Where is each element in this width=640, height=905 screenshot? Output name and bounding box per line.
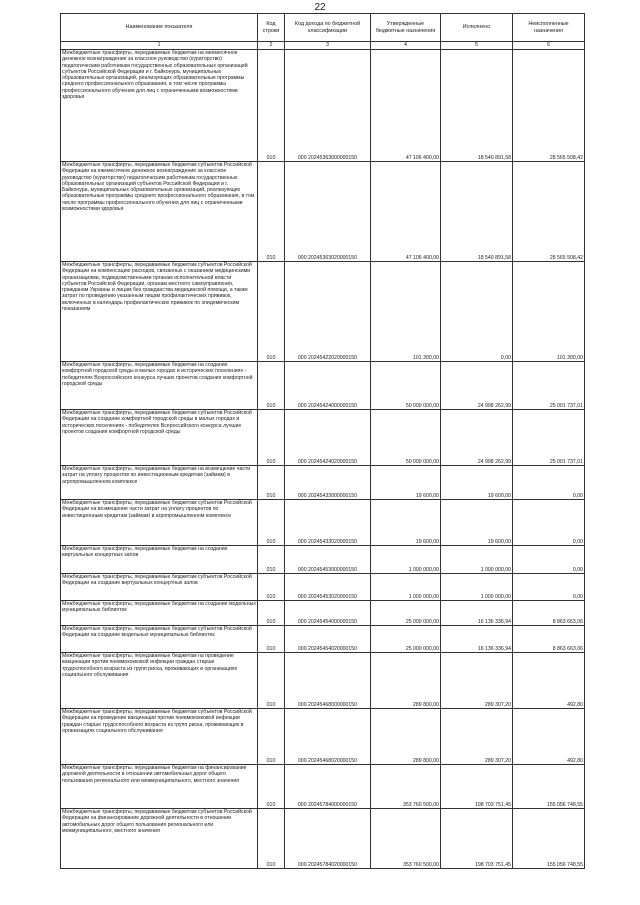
table-row: [61, 162, 585, 262]
row-bc: 000 20245454000000150: [285, 601, 371, 626]
table-row: [61, 362, 585, 410]
row-approved: 101 300,00: [371, 262, 441, 362]
row-remaining: 0,00: [513, 574, 585, 601]
row-approved: 50 000 000,00: [371, 410, 441, 466]
header-approved: Утвержденные бюджетные назначения: [371, 14, 441, 42]
header-remaining: Неисполненные назначения: [513, 14, 585, 42]
row-approved: 50 000 000,00: [371, 362, 441, 410]
table-row: [61, 574, 585, 601]
row-code: 010: [258, 500, 285, 546]
row-code: 010: [258, 262, 285, 362]
table-row: [61, 809, 585, 869]
column-number: 5: [441, 42, 513, 50]
row-executed: 1 000 000,00: [441, 574, 513, 601]
row-bc: 000 20245784020000150: [285, 809, 371, 869]
row-code: 010: [258, 601, 285, 626]
row-executed: 1 000 000,00: [441, 546, 513, 574]
row-remaining: 0,00: [513, 546, 585, 574]
row-approved: 353 760 500,00: [371, 765, 441, 809]
row-code: 010: [258, 653, 285, 709]
table-row: [61, 546, 585, 574]
header-name: Наименование показателя: [61, 14, 258, 42]
table-row: [61, 653, 585, 709]
row-code: 010: [258, 162, 285, 262]
table-row: [61, 466, 585, 500]
row-approved: 25 000 000,00: [371, 601, 441, 626]
row-code: 010: [258, 362, 285, 410]
row-name: Межбюджетные трансферты, передаваемые бюджетам на создание комфортной городской среды в малых городах и исторических поселениях - победителях Всероссийского конкурса лучших проектов создания комфортной городской среды: [61, 362, 258, 410]
row-approved: 47 106 400,00: [371, 162, 441, 262]
table-row: [61, 262, 585, 362]
row-executed: 18 540 891,58: [441, 50, 513, 162]
row-code: 010: [258, 626, 285, 653]
row-approved: 1 000 000,00: [371, 574, 441, 601]
row-name: Межбюджетные трансферты, передаваемые бюджетам субъектов Российской Федерации на возмещение части затрат на уплату процентов по инвестиционным кредитам (займам) в агропромышленном комплексе: [61, 500, 258, 546]
row-name: Межбюджетные трансферты, передаваемые бюджетам на создание модельных муниципальных библиотек: [61, 601, 258, 626]
row-name: Межбюджетные трансферты, передаваемые бюджетам на финансирование дорожной деятельности в отношении автомобильных дорог общего пользования регионального или межмуниципального, местного значения: [61, 765, 258, 809]
row-approved: 47 106 400,00: [371, 50, 441, 162]
column-number: 4: [371, 42, 441, 50]
row-bc: 000 20245454020000150: [285, 626, 371, 653]
row-remaining: 25 001 737,01: [513, 410, 585, 466]
row-name: Межбюджетные трансферты, передаваемые бюджетам субъектов Российской Федерации на финансирование дорожной деятельности в отношении автомобильных дорог общего пользования регионального или межмуниципального, местного значения: [61, 809, 258, 869]
row-remaining: 0,00: [513, 500, 585, 546]
row-name: Межбюджетные трансферты, передаваемые бюджетам субъектов Российской Федерации на создание виртуальных концертных залов: [61, 574, 258, 601]
row-remaining: 155 056 748,55: [513, 809, 585, 869]
table-row: [61, 500, 585, 546]
row-code: 010: [258, 50, 285, 162]
row-name: Межбюджетные трансферты, передаваемые бюджетам на ежемесячное денежное вознаграждение за классное руководство (кураторство) педагогическим работникам государственных образовательных организаций субъектов Российской Федерации и г. Байконура, муниципальных образовательных организаций, реализующих образовательные программы среднего профессионального образования, в том числе программы профессионального обучения для лиц с ограниченными возможностями здоровья: [61, 50, 258, 162]
row-name: Межбюджетные трансферты, передаваемые бюджетам субъектов Российской Федерации на ежемесячное денежное вознаграждение за классное руководство (кураторство) педагогическим работникам государственных образовательных организаций субъектов Российской Федерации и г. Байконура, муниципальных образовательных организаций, реализующих образовательные программы среднего профессионального образования, в том числе программы профессионального обучения для лиц с ограниченными возможностями здоровья: [61, 162, 258, 262]
row-executed: 16 136 336,94: [441, 601, 513, 626]
table-row: [61, 50, 585, 162]
column-number: 1: [61, 42, 258, 50]
row-remaining: 0,00: [513, 466, 585, 500]
header-bc: Код дохода по бюджетной классификации: [285, 14, 371, 42]
row-executed: 289 307,20: [441, 653, 513, 709]
row-bc: 000 20245433020000150: [285, 500, 371, 546]
row-executed: 198 703 751,45: [441, 809, 513, 869]
row-bc: 000 20245453000000150: [285, 546, 371, 574]
table-row: [61, 410, 585, 466]
row-bc: 000 20245453020000150: [285, 574, 371, 601]
column-number: 6: [513, 42, 585, 50]
row-name: Межбюджетные трансферты, передаваемые бюджетам на создание виртуальных концертных залов: [61, 546, 258, 574]
row-code: 010: [258, 709, 285, 765]
row-code: 010: [258, 765, 285, 809]
row-approved: 1 000 000,00: [371, 546, 441, 574]
row-executed: 19 600,00: [441, 500, 513, 546]
row-approved: 19 600,00: [371, 466, 441, 500]
row-code: 010: [258, 466, 285, 500]
row-remaining: 101 300,00: [513, 262, 585, 362]
row-executed: 16 136 336,94: [441, 626, 513, 653]
row-executed: 24 998 262,99: [441, 410, 513, 466]
row-executed: 18 540 891,58: [441, 162, 513, 262]
header-row: [61, 14, 585, 42]
page-number: 22: [314, 2, 326, 13]
row-code: 010: [258, 809, 285, 869]
row-executed: 0,00: [441, 262, 513, 362]
row-remaining: 8 863 663,06: [513, 601, 585, 626]
row-remaining: 155 056 748,55: [513, 765, 585, 809]
row-name: Межбюджетные трансферты, передаваемые бюджетам субъектов Российской Федерации на создание модельных муниципальных библиотек: [61, 626, 258, 653]
budget-income-table: [60, 13, 585, 869]
row-bc: 000 20245468000000150: [285, 653, 371, 709]
row-remaining: 8 863 663,06: [513, 626, 585, 653]
header-code: Код строки: [258, 14, 285, 42]
row-approved: 289 800,00: [371, 653, 441, 709]
row-remaining: 492,80: [513, 709, 585, 765]
row-remaining: 492,80: [513, 653, 585, 709]
row-remaining: 25 001 737,01: [513, 362, 585, 410]
table-row: [61, 765, 585, 809]
row-bc: 000 20245468020000150: [285, 709, 371, 765]
table-row: [61, 626, 585, 653]
row-executed: 19 600,00: [441, 466, 513, 500]
row-name: Межбюджетные трансферты, передаваемые бюджетам на проведение вакцинации против пневмококковой инфекции граждан старше трудоспособного возраста из групп риска, проживающих в организациях социального обслуживания: [61, 653, 258, 709]
row-remaining: 28 565 508,42: [513, 50, 585, 162]
row-bc: 000 20245424020000150: [285, 410, 371, 466]
row-bc: 000 20245424000000150: [285, 362, 371, 410]
row-code: 010: [258, 410, 285, 466]
row-executed: 198 703 751,45: [441, 765, 513, 809]
row-remaining: 28 565 508,42: [513, 162, 585, 262]
row-code: 010: [258, 546, 285, 574]
row-name: Межбюджетные трансферты, передаваемые бюджетам субъектов Российской Федерации на создание комфортной городской среды в малых городах и исторических поселениях - победителях Всероссийского конкурса лучших проектов создания комфортной городской среды: [61, 410, 258, 466]
row-code: 010: [258, 574, 285, 601]
row-bc: 000 20245363000000150: [285, 50, 371, 162]
row-executed: 24 998 262,99: [441, 362, 513, 410]
row-bc: 000 20245433000000150: [285, 466, 371, 500]
row-bc: 000 20245363020000150: [285, 162, 371, 262]
row-bc: 000 20245422020000150: [285, 262, 371, 362]
row-bc: 000 20245784000000150: [285, 765, 371, 809]
row-executed: 289 307,20: [441, 709, 513, 765]
column-numbers-row: [61, 42, 585, 50]
header-executed: Исполнено: [441, 14, 513, 42]
row-approved: 353 760 500,00: [371, 809, 441, 869]
column-number: 2: [258, 42, 285, 50]
table-row: [61, 601, 585, 626]
row-name: Межбюджетные трансферты, передаваемые бюджетам субъектов Российской Федерации на компенсацию расходов, связанных с оказанием медицинскими организациями, подведомственными органам исполнительной власти субъектов Российской Федерации, органам местного самоуправления, гражданам Украины и лицам без гражданства медицинской помощи, а также затрат по проведению указанным лицам профилактических прививок, включенных в календарь профилактических прививок по эпидемическим показаниям: [61, 262, 258, 362]
column-number: 3: [285, 42, 371, 50]
row-name: Межбюджетные трансферты, передаваемые бюджетам на возмещение части затрат на уплату процентов по инвестиционным кредитам (займам) в агропромышленном комплексе: [61, 466, 258, 500]
table-row: [61, 709, 585, 765]
row-approved: 289 800,00: [371, 709, 441, 765]
row-approved: 25 000 000,00: [371, 626, 441, 653]
row-approved: 19 600,00: [371, 500, 441, 546]
row-name: Межбюджетные трансферты, передаваемые бюджетам субъектов Российской Федерации на проведение вакцинации против пневмококковой инфекции граждан старше трудоспособного возраста из групп риска, проживающих в организациях социального обслуживания: [61, 709, 258, 765]
